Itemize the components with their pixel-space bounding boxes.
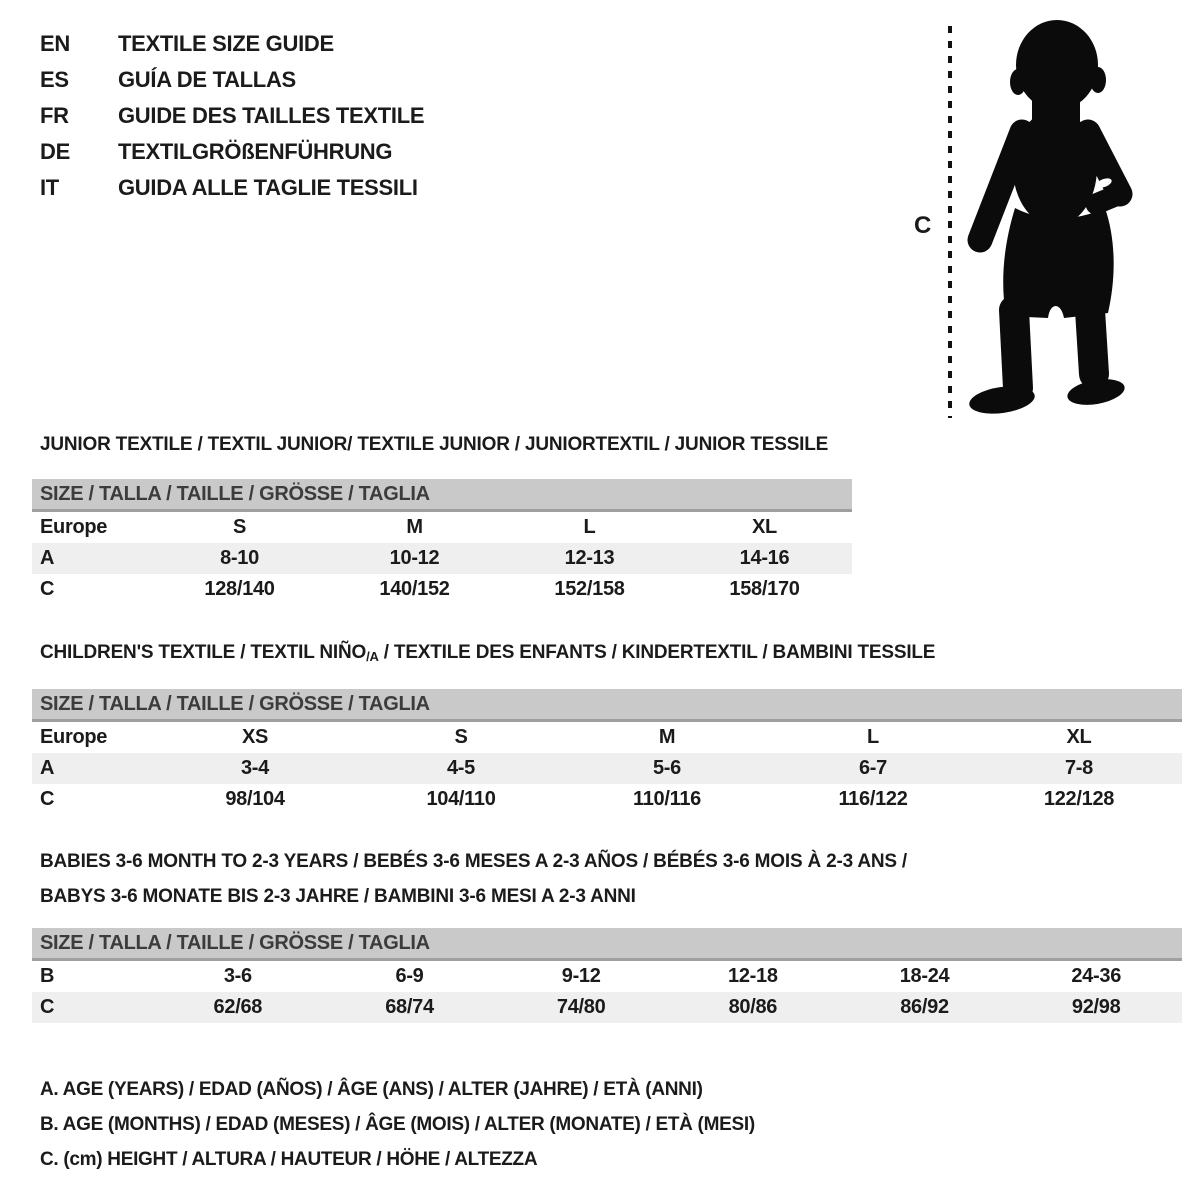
language-row [40,26,424,62]
table-cell: 18-24 [899,965,950,987]
legend-line-b: B. AGE (MONTHS) / EDAD (MESES) / ÂGE (MOIS) / ALTER (MONATE) / ETÀ (MESI) [40,1113,755,1135]
row-label: C [40,996,55,1018]
table-row [32,992,1182,1023]
table-cell: 12-18 [728,965,778,987]
table-cell: 62/68 [213,996,263,1018]
table-cell: 12-13 [564,547,615,569]
row-label: A [40,757,55,779]
table-cell: 104/110 [426,788,496,810]
guide-title: GUÍA DE TALLAS [118,67,296,92]
baby-silhouette-icon [960,18,1140,418]
language-code: EN [40,31,70,56]
table-row [32,543,852,574]
guide-title: GUIDE DES TAILLES TEXTILE [118,103,425,128]
title-subscript: /A [366,649,379,664]
table-cell: 24-36 [1071,965,1122,987]
section-title-babies-line1: BABIES 3-6 MONTH TO 2-3 YEARS / BEBÉS 3-6 MESES A 2-3 AÑOS / BÉBÉS 3-6 MOIS À 2-3 ANS / [40,851,908,872]
language-code: FR [40,103,69,128]
table-cell: 14-16 [739,547,790,569]
language-row [40,62,424,98]
language-row [40,170,424,206]
title-text: / TEXTILE DES ENFANTS / KINDERTEXTIL / BAMBINI TESSILE [378,642,936,663]
table-cell: 128/140 [204,578,275,600]
table-cell: 152/158 [554,578,625,600]
table-cell: 92/98 [1071,996,1121,1018]
row-label: C [40,578,55,600]
table-row [32,722,1182,753]
table-cell: XL [1066,726,1092,748]
table-row [32,961,1182,992]
row-label: Europe [40,516,108,538]
table-cell: 3-4 [240,757,269,779]
height-dashed-line [946,26,954,418]
table-cell: M [406,516,423,538]
babies-size-table [32,928,1182,1023]
table-cell: 9-12 [561,965,601,987]
measure-legend [40,1072,755,1177]
table-row [32,753,1182,784]
table-cell: M [658,726,676,748]
section-title-junior: JUNIOR TEXTILE / TEXTIL JUNIOR/ TEXTILE JUNIOR / JUNIORTEXTIL / JUNIOR TESSILE [40,434,829,455]
table-cell: 86/92 [900,996,949,1018]
table-cell: 140/152 [379,578,450,600]
children-size-table [32,689,1182,815]
table-cell: S [454,726,468,748]
language-row [40,98,424,134]
table-cell: 10-12 [389,547,440,569]
table-cell: 158/170 [729,578,800,600]
table-cell: 80/86 [728,996,778,1018]
table-row [32,784,1182,815]
table-cell: XL [752,516,777,538]
section-title-babies-line2: BABYS 3-6 MONATE BIS 2-3 JAHRE / BAMBINI 3-6 MESI A 2-3 ANNI [40,886,636,907]
language-code: IT [40,175,59,200]
table-cell: L [867,726,879,748]
table-cell: 122/128 [1043,788,1115,810]
table-cell: 6-7 [858,757,887,779]
table-cell: 7-8 [1064,757,1093,779]
guide-title: GUIDA ALLE TAGLIE TESSILI [118,175,418,200]
language-code: ES [40,67,69,92]
table-row [32,512,852,543]
height-measure-label: C [914,212,932,239]
table-cell: 116/122 [838,788,908,810]
table-cell: 6-9 [395,965,424,987]
table-cell: 3-6 [223,965,252,987]
table-cell: L [583,516,596,538]
title-text: CHILDREN'S TEXTILE / TEXTIL NIÑO [40,642,367,663]
size-header: SIZE / TALLA / TAILLE / GRÖSSE / TAGLIA [32,689,1182,722]
row-label: B [40,965,55,987]
row-label: C [40,788,55,810]
table-cell: 74/80 [556,996,606,1018]
junior-size-table [32,479,852,605]
table-row [32,574,852,605]
table-cell: 98/104 [225,788,285,810]
row-label: A [40,547,55,569]
table-cell: 8-10 [220,547,259,569]
table-cell: 68/74 [385,996,434,1018]
table-cell: XS [241,726,269,748]
legend-line-a: A. AGE (YEARS) / EDAD (AÑOS) / ÂGE (ANS) / ALTER (JAHRE) / ETÀ (ANNI) [40,1078,703,1100]
row-label: Europe [40,726,108,748]
size-header: SIZE / TALLA / TAILLE / GRÖSSE / TAGLIA [32,928,1182,961]
table-cell: S [232,516,247,538]
guide-title: TEXTILE SIZE GUIDE [118,31,334,56]
table-cell: 4-5 [446,757,475,779]
size-header: SIZE / TALLA / TAILLE / GRÖSSE / TAGLIA [32,479,852,512]
guide-title: TEXTILGRÖßENFÜHRUNG [118,139,393,164]
table-cell: 5-6 [652,757,681,779]
language-code: DE [40,139,70,164]
section-title-children [40,642,935,664]
legend-line-c: C. (cm) HEIGHT / ALTURA / HAUTEUR / HÖHE / ALTEZZA [40,1148,538,1170]
table-cell: 110/116 [633,788,701,810]
language-row [40,134,424,170]
language-title-list [40,26,424,206]
